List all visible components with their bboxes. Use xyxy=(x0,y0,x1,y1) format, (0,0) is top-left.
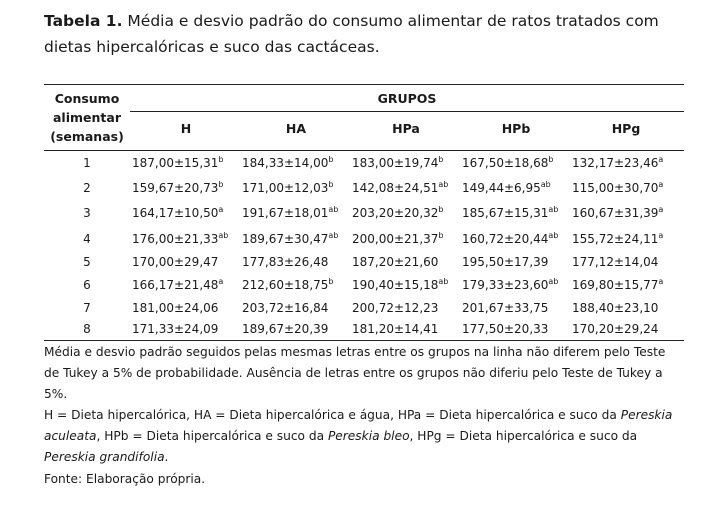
cell-value: 184,33±14,00 xyxy=(242,156,329,170)
table-cell xyxy=(572,232,663,246)
table-cell xyxy=(132,206,223,220)
caption-label: Tabela 1. xyxy=(44,12,123,30)
table-top-rule xyxy=(44,84,684,85)
cell-value: 183,00±19,74 xyxy=(352,156,439,170)
week-number: 8 xyxy=(83,322,91,336)
table-cell xyxy=(352,156,443,170)
significance-letter: ab xyxy=(548,205,559,214)
column-header: HA xyxy=(285,121,307,136)
table-cell xyxy=(572,181,663,195)
source-note: Fonte: Elaboração própria. xyxy=(44,472,206,486)
column-header-rule xyxy=(44,150,684,151)
table-cell xyxy=(242,322,328,336)
table-cell xyxy=(352,322,438,336)
significance-letter: a xyxy=(218,205,224,214)
row-header-line-2: alimentar xyxy=(53,110,121,125)
cell-value: 176,00±21,33 xyxy=(132,232,219,246)
cell-value: 187,00±15,31 xyxy=(132,156,219,170)
cell-value: 191,67±18,01 xyxy=(242,206,329,220)
table-cell xyxy=(132,156,223,170)
cell-value: 188,40±23,10 xyxy=(572,301,659,315)
table-cell xyxy=(462,206,558,220)
species-grandifolia: Pereskia grandifolia xyxy=(44,450,165,464)
cell-value: 181,20±14,41 xyxy=(352,322,439,336)
table-cell xyxy=(572,322,658,336)
cell-value: 170,20±29,24 xyxy=(572,322,659,336)
cell-value: 167,50±18,68 xyxy=(462,156,549,170)
significance-letter: ab xyxy=(548,231,559,240)
week-number: 6 xyxy=(83,278,91,292)
table-cell xyxy=(572,301,658,315)
table-cell xyxy=(242,156,333,170)
cell-value: 212,60±18,75 xyxy=(242,278,329,292)
species-bleo: Pereskia bleo xyxy=(327,429,410,443)
table-cell xyxy=(352,181,448,195)
cell-value: 160,67±31,39 xyxy=(572,206,659,220)
table-cell xyxy=(132,301,218,315)
significance-letter: ab xyxy=(548,277,559,286)
table-cell xyxy=(462,181,551,195)
table-cell xyxy=(462,156,553,170)
significance-letter: b xyxy=(328,180,334,189)
table-cell xyxy=(242,278,333,292)
table-cell xyxy=(572,278,663,292)
column-header: HPb xyxy=(501,121,531,136)
table-cell xyxy=(242,181,333,195)
legend-part-4: . xyxy=(164,450,169,464)
legend-part-3: , HPg = Dieta hipercalórica e suco da xyxy=(409,429,638,443)
significance-letter: a xyxy=(658,205,664,214)
significance-letter: b xyxy=(438,205,444,214)
table-bottom-rule xyxy=(44,340,684,341)
table-cell xyxy=(462,232,558,246)
table-caption xyxy=(44,8,684,60)
table-cell xyxy=(242,301,328,315)
significance-letter: ab xyxy=(438,180,449,189)
column-header: HPg xyxy=(611,121,641,136)
cell-value: 201,67±33,75 xyxy=(462,301,549,315)
table-cell xyxy=(462,322,548,336)
significance-letter: a xyxy=(658,277,664,286)
cell-value: 190,40±15,18 xyxy=(352,278,439,292)
group-header: GRUPOS xyxy=(377,91,437,106)
cell-value: 115,00±30,70 xyxy=(572,181,659,195)
table-cell xyxy=(462,301,548,315)
cell-value: 181,00±24,06 xyxy=(132,301,219,315)
significance-letter: b xyxy=(328,277,334,286)
table-cell xyxy=(132,278,223,292)
cell-value: 177,12±14,04 xyxy=(572,255,659,269)
legend-part-2: , HPb = Dieta hipercalórica e suco da xyxy=(96,429,328,443)
cell-value: 200,00±21,37 xyxy=(352,232,439,246)
table-cell xyxy=(132,232,228,246)
group-header-rule xyxy=(130,111,684,112)
table-cell xyxy=(462,255,548,269)
significance-letter: b xyxy=(438,155,444,164)
cell-value: 195,50±17,39 xyxy=(462,255,549,269)
cell-value: 179,33±23,60 xyxy=(462,278,549,292)
significance-letter: ab xyxy=(218,231,229,240)
significance-letter: b xyxy=(218,180,224,189)
table-cell xyxy=(572,255,658,269)
row-header-line-3: (semanas) xyxy=(50,129,124,144)
table-cell xyxy=(242,255,328,269)
cell-value: 160,72±20,44 xyxy=(462,232,549,246)
cell-value: 132,17±23,46 xyxy=(572,156,659,170)
cell-value: 200,72±12,23 xyxy=(352,301,439,315)
cell-value: 169,80±15,77 xyxy=(572,278,659,292)
week-number: 3 xyxy=(83,206,91,220)
column-header: HPa xyxy=(392,121,420,136)
cell-value: 185,67±15,31 xyxy=(462,206,549,220)
caption-text: Média e desvio padrão do consumo alimentar de ratos tratados com dietas hipercalóricas e suco das cactáceas. xyxy=(44,12,659,56)
significance-letter: b xyxy=(438,231,444,240)
cell-value: 171,33±24,09 xyxy=(132,322,219,336)
significance-letter: b xyxy=(328,155,334,164)
week-number: 4 xyxy=(83,232,91,246)
cell-value: 203,72±16,84 xyxy=(242,301,329,315)
week-number: 2 xyxy=(83,181,91,195)
table-cell xyxy=(462,278,558,292)
cell-value: 203,20±20,32 xyxy=(352,206,439,220)
column-header: H xyxy=(180,121,192,136)
cell-value: 166,17±21,48 xyxy=(132,278,219,292)
table-cell xyxy=(352,232,443,246)
table-cell xyxy=(132,322,218,336)
cell-value: 170,00±29,47 xyxy=(132,255,219,269)
row-header-line-1: Consumo xyxy=(54,91,120,106)
significance-letter: ab xyxy=(328,205,339,214)
cell-value: 164,17±10,50 xyxy=(132,206,219,220)
cell-value: 142,08±24,51 xyxy=(352,181,439,195)
table-cell xyxy=(242,232,338,246)
table-cell xyxy=(352,255,438,269)
cell-value: 155,72±24,11 xyxy=(572,232,659,246)
cell-value: 149,44±6,95 xyxy=(462,181,541,195)
cell-value: 189,67±30,47 xyxy=(242,232,329,246)
week-number: 5 xyxy=(83,255,91,269)
table-cell xyxy=(132,255,218,269)
species-aculeata: Pereskia aculeata xyxy=(44,408,673,443)
significance-letter: a xyxy=(658,231,664,240)
cell-value: 177,83±26,48 xyxy=(242,255,329,269)
significance-letter: a xyxy=(658,155,664,164)
significance-letter: ab xyxy=(438,277,449,286)
table-cell xyxy=(352,301,438,315)
table-cell xyxy=(352,278,448,292)
cell-value: 187,20±21,60 xyxy=(352,255,439,269)
cell-value: 171,00±12,03 xyxy=(242,181,329,195)
significance-letter: ab xyxy=(328,231,339,240)
legend-note xyxy=(44,405,684,468)
table-cell xyxy=(242,206,338,220)
week-number: 1 xyxy=(83,156,91,170)
stats-note: Média e desvio padrão seguidos pelas mesmas letras entre os grupos na linha não diferem pelo Teste de Tukey a 5% de probabilidade. Ausência de letras entre os grupos não diferiu pelo Teste de Tukey a 5%. xyxy=(44,345,666,401)
significance-letter: ab xyxy=(540,180,551,189)
table-cell xyxy=(352,206,443,220)
significance-letter: b xyxy=(548,155,554,164)
table-cell xyxy=(572,156,663,170)
legend-part-1: H = Dieta hipercalórica, HA = Dieta hipercalórica e água, HPa = Dieta hipercalórica e suco da xyxy=(44,408,621,422)
week-number: 7 xyxy=(83,301,91,315)
cell-value: 189,67±20,39 xyxy=(242,322,329,336)
significance-letter: b xyxy=(218,155,224,164)
table-cell xyxy=(572,206,663,220)
cell-value: 159,67±20,73 xyxy=(132,181,219,195)
cell-value: 177,50±20,33 xyxy=(462,322,549,336)
significance-letter: a xyxy=(658,180,664,189)
table-cell xyxy=(132,181,223,195)
significance-letter: a xyxy=(218,277,224,286)
